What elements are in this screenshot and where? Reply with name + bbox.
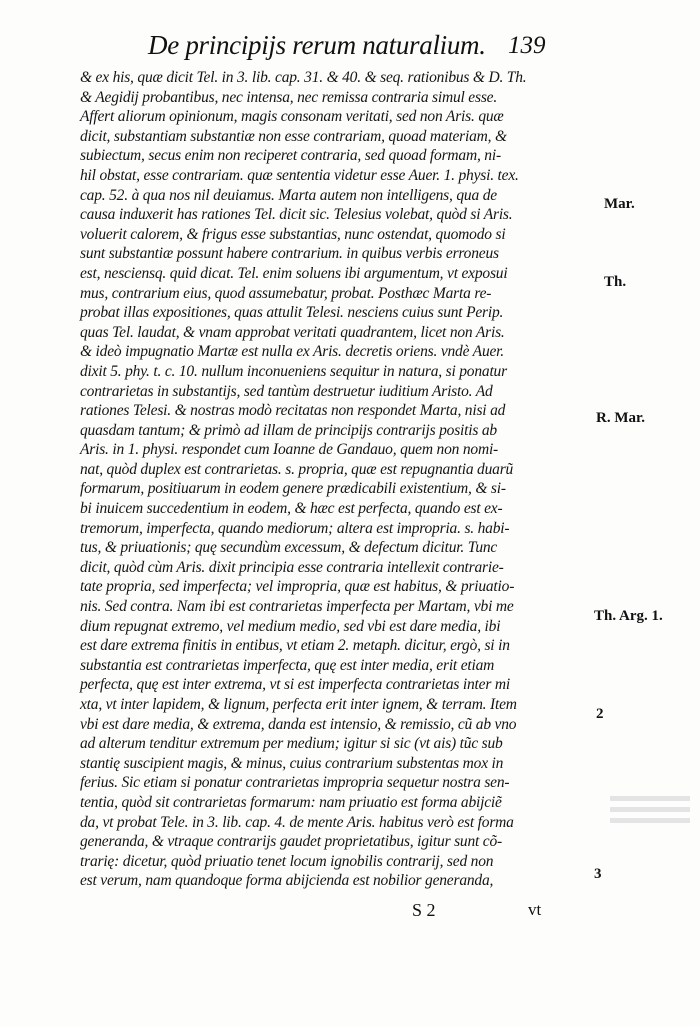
margin-note-number-2: 2	[596, 706, 604, 722]
text-line: quas Tel. laudat, & vnam approbat veritati quadrantem, licet non Aris.	[80, 323, 505, 341]
text-line: Aris. in 1. physi. respondet cum Ioanne de Gandauo, quem non nomi-	[80, 441, 499, 459]
text-line: est dare extrema finitis in entibus, vt etiam 2. metaph. dicitur, ergò, si in	[80, 637, 510, 655]
text-line: perfecta, quę est inter extrema, vt si est imperfecta contrarietas inter mi	[80, 676, 510, 694]
text-line: vbi est dare media, & extrema, danda est intensio, & remissio, cũ ab vno	[80, 715, 517, 733]
text-line: cap. 52. à qua nos nil deuiamus. Marta autem non intelligens, qua de	[80, 186, 497, 204]
text-line: ad alterum tenditur extremum per medium; igitur si sic (vt ais) tũc sub	[80, 735, 503, 753]
text-line: tentia, quòd sit contrarietas formarum: nam priuatio est forma abijciẽ	[80, 793, 502, 811]
text-line: est, nesciensq. quid dicat. Tel. enim soluens ibi argumentum, vt exposui	[80, 264, 508, 282]
text-line: dicit, substantiam substantiæ non esse contrariam, quoad materiam, &	[80, 127, 507, 145]
text-line: nis. Sed contra. Nam ibi est contrarietas imperfecta per Martam, vbi me	[80, 598, 514, 616]
text-line: dium repugnat extremo, vel medium medio, sed vbi est dare media, ibi	[80, 617, 501, 635]
margin-note-th: Th.	[604, 274, 627, 290]
text-line: & ex his, quæ dicit Tel. in 3. lib. cap. 31. & 40. & seq. rationibus & D. Th.	[80, 69, 527, 86]
text-line: dixit 5. phy. t. c. 10. nullum inconueniens sequitur in natura, si ponatur	[80, 362, 507, 380]
text-line: quasdam tantum; & primò ad illam de principijs contrarijs positis ab	[80, 421, 497, 439]
text-line: causa induxerit has rationes Tel. dicit sic. Telesius volebat, quòd si Aris.	[80, 206, 513, 224]
bleed-through-marks	[610, 790, 690, 850]
text-line: xta, vt inter lapidem, & lignum, perfecta erit inter ignem, & terram. Item	[80, 696, 517, 713]
margin-note-r-mar: R. Mar.	[596, 410, 646, 426]
text-line: trarię: dicetur, quòd priuatio tenet locum ignobilis contrarij, sed non	[80, 852, 494, 870]
text-line: subiectum, secus enim non reciperet contraria, sed quoad formam, ni-	[80, 147, 501, 165]
text-line: generanda, & vtraque contrarijs gaudet proprietatibus, igitur sunt cõ-	[80, 833, 502, 851]
page-number: 139	[508, 32, 546, 59]
text-line: tate propria, sed imperfecta; vel impropria, quæ est habitus, & priuatio-	[80, 578, 515, 596]
text-line: mus, contrarium eius, quod assumebatur, probat. Posthæc Marta re-	[80, 284, 492, 302]
text-line: & ideò impugnatio Martæ est nulla ex Aris. decretis oriens. vndè Auer.	[80, 343, 504, 361]
text-line: dicit, quòd cùm Aris. dixit principia esse contraria intellexit contrarie-	[80, 558, 504, 576]
page-header	[148, 30, 568, 66]
text-line: probat illas expositiones, quas attulit Telesi. nesciens cuius sunt Perip.	[80, 304, 504, 322]
text-line: rationes Telesi. & nostras modò recitatas non respondet Marta, nisi ad	[80, 402, 506, 420]
margin-note-number-3: 3	[594, 866, 602, 882]
text-line: stantię suscipient magis, & minus, cuius contrarium substentas mox in	[80, 754, 504, 772]
text-line: ferius. Sic etiam si ponatur contrarietas impropria sequetur nostra sen-	[80, 774, 510, 792]
text-line: voluerit calorem, & frigus esse substantias, nunc ostendat, quomodo si	[80, 225, 506, 243]
text-line: tremorum, imperfecta, quando mediorum; altera est impropria. s. habi-	[80, 519, 510, 537]
text-line: nat, quòd duplex est contrarietas. s. propria, quæ est repugnantia duarũ	[80, 460, 514, 478]
catchword: vt	[528, 900, 542, 919]
text-line: contrarietas in substantijs, sed tantùm destruetur iuditium Aristo. Ad	[80, 382, 493, 400]
text-line: & Aegidij probantibus, nec intensa, nec remissa contraria simul esse.	[80, 88, 498, 106]
text-line: Affert aliorum opinionum, magis consonam veritati, sed non Aris. quæ	[80, 108, 504, 126]
text-line: da, vt probat Tele. in 3. lib. cap. 4. de mente Aris. habitus verò est forma	[80, 813, 514, 831]
margin-note-mar: Mar.	[604, 196, 635, 212]
text-line: sunt substantiæ possunt habere contrarium. in quibus verbis erroneus	[80, 245, 499, 263]
margin-note-th-arg: Th. Arg. 1.	[594, 608, 663, 624]
text-line: substantia est contrarietas imperfecta, quę est inter media, erit etiam	[80, 656, 495, 674]
page-footer	[400, 900, 560, 924]
text-line: tus, & priuationis; quę secundùm excessum, & defectum dicitur. Tunc	[80, 539, 498, 557]
text-line: formarum, positiuarum in eodem genere prædicabili existentium, & si-	[80, 480, 506, 498]
text-line: est verum, nam quandoque forma abijcienda est nobilior generanda,	[80, 872, 494, 890]
running-title: De principijs rerum naturalium.	[148, 30, 486, 60]
text-line: hil obstat, esse contrariam. quæ sententia videtur esse Auer. 1. physi. tex.	[80, 166, 519, 184]
signature-mark: S 2	[412, 900, 436, 920]
text-line: bi inuicem succedentium in eodem, & hæc est perfecta, quando est ex-	[80, 500, 503, 518]
main-text-block	[80, 68, 600, 891]
